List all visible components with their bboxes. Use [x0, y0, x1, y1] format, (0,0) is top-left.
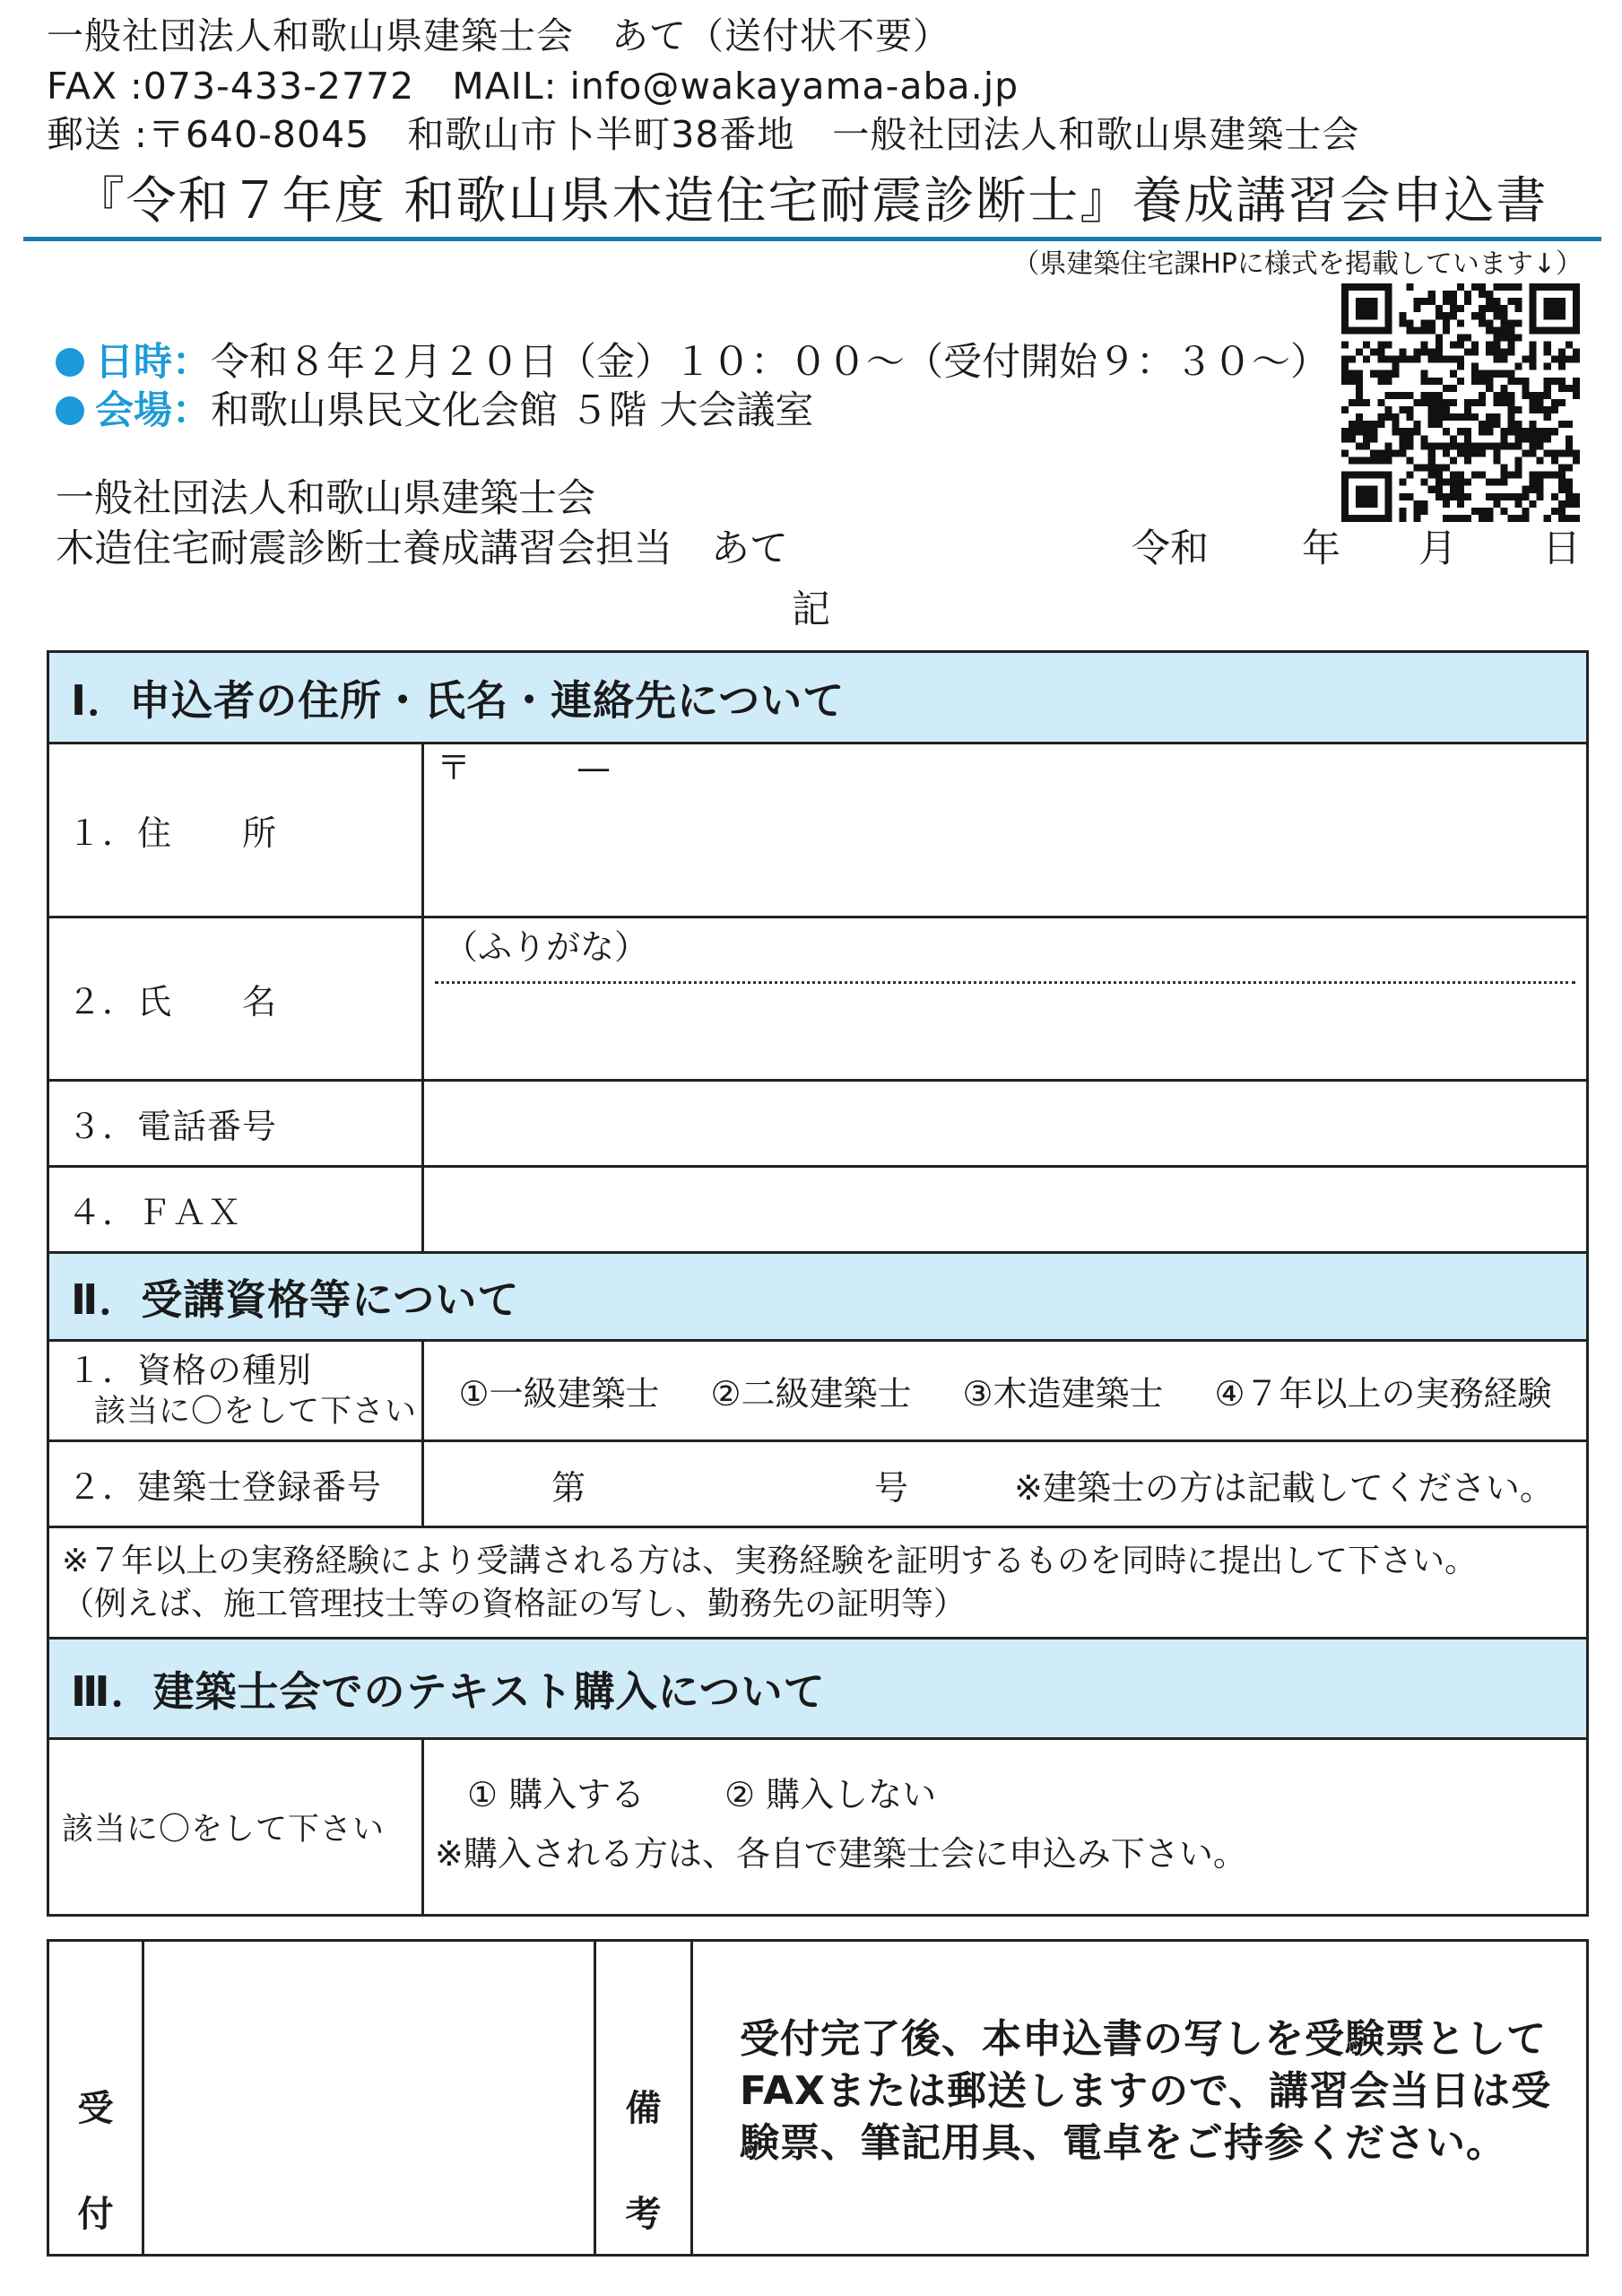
postal-dash: —: [577, 748, 611, 787]
purchase-options: [424, 1740, 1586, 1914]
option-wooden[interactable]: ③木造建築士: [962, 1374, 1164, 1413]
receipt-char-1: 受: [77, 2088, 114, 2129]
event-date: [56, 337, 1329, 387]
fax-field[interactable]: [424, 1168, 1586, 1251]
venue-value: 和歌山県民文化会館 ５階 大会議室: [211, 388, 814, 433]
option-first-class[interactable]: ①一級建築士: [458, 1374, 660, 1413]
phone-row: [49, 1082, 1586, 1168]
address-field[interactable]: [424, 744, 1586, 916]
date-value: 令和８年２月２０日（金）１０：００～（受付開始９：３０～）: [211, 340, 1329, 385]
section-2-header: Ⅱ．受講資格等について: [49, 1254, 1586, 1342]
day-label: 日: [1542, 526, 1581, 571]
receipt-label-cell: [49, 1942, 144, 2254]
bullet-icon: [56, 348, 84, 377]
name-row: [49, 918, 1586, 1082]
receipt-char-2: 付: [77, 2194, 114, 2235]
bullet-icon: [56, 396, 84, 425]
registration-row: [49, 1442, 1586, 1528]
phone-label: ３．電話番号: [49, 1082, 424, 1165]
registration-field[interactable]: [424, 1442, 1586, 1526]
experience-note-line2: （例えば、施工管理技士等の資格証の写し、勤務先の証明等）: [62, 1585, 967, 1622]
venue-label: 会場：: [95, 388, 211, 433]
name-field[interactable]: [424, 918, 1586, 1079]
recipient-line: 一般社団法人和歌山県建築士会 あて（送付状不要）: [47, 14, 950, 57]
registration-label: ２．建築士登録番号: [49, 1442, 424, 1526]
receipt-notice: 受付完了後、本申込書の写しを受験票として FAXまたは郵送しますので、講習会当日は受験票、筆記用具、電卓をご持参ください。: [740, 2016, 1552, 2166]
document-title: 『令和７年度 和歌山県木造住宅耐震診断士』養成講習会申込書: [74, 172, 1548, 230]
text-purchase-row: [49, 1740, 1586, 1914]
date-label: 日時：: [95, 340, 211, 385]
furigana-label: （ふりがな）: [444, 927, 649, 967]
address-row: [49, 744, 1586, 918]
experience-note-line1: ※７年以上の実務経験により受講される方は、実務経験を証明するものを同時に提出して下さい。: [62, 1542, 1478, 1579]
furigana-divider: [435, 981, 1575, 984]
option-purchase[interactable]: ① 購入する: [467, 1775, 646, 1814]
section-1-header: Ⅰ．申込者の住所・氏名・連絡先について: [49, 653, 1586, 744]
experience-note: [49, 1528, 1586, 1639]
title-underline: [23, 237, 1601, 241]
name-label: ２．氏 名: [49, 918, 424, 1079]
option-no-purchase[interactable]: ② 購入しない: [724, 1775, 937, 1814]
office-use-box: [47, 1939, 1589, 2257]
remarks-char-1: 備: [625, 2088, 662, 2129]
receipt-stamp-cell: [144, 1942, 596, 2254]
addressee-dept: 木造住宅耐震診断士養成講習会担当 あて: [56, 526, 788, 571]
fax-label: ４．ＦＡＸ: [49, 1168, 424, 1251]
reg-note: ※建築士の方は記載してください。: [1014, 1468, 1554, 1508]
phone-field[interactable]: [424, 1082, 1586, 1165]
reg-dai-label: 第: [551, 1468, 586, 1508]
ki-label: 記: [792, 587, 830, 632]
contact-line: FAX :073-433-2772 MAIL: info@wakayama-aba.jp: [47, 65, 1019, 108]
qualification-label-sub: 該当に〇をして下さい: [94, 1393, 418, 1430]
qualification-label: [49, 1342, 424, 1439]
remarks-char-2: 考: [625, 2194, 662, 2235]
event-venue: [56, 386, 813, 436]
qr-code-icon: [1341, 283, 1580, 522]
postal-line: 郵送 :〒640-8045 和歌山市卜半町38番地 一般社団法人和歌山県建築士会: [47, 113, 1360, 156]
option-second-class[interactable]: ②二級建築士: [710, 1374, 912, 1413]
option-experience[interactable]: ④７年以上の実務経験: [1214, 1374, 1552, 1413]
application-form: [47, 650, 1589, 1917]
hp-note: （県建築住宅課HPに様式を掲載しています↓）: [1012, 248, 1583, 280]
qualification-options: [424, 1342, 1586, 1439]
era-label: 令和: [1132, 526, 1209, 571]
purchase-note: ※購入される方は、各自で建築士会に申込み下さい。: [435, 1834, 1247, 1874]
remarks-label-cell: [596, 1942, 693, 2254]
section-3-header: Ⅲ．建築士会でのテキスト購入について: [49, 1639, 1586, 1740]
address-label: １．住 所: [49, 744, 424, 916]
fax-row: [49, 1168, 1586, 1254]
addressee-org: 一般社団法人和歌山県建築士会: [56, 476, 595, 521]
purchase-label: 該当に〇をして下さい: [49, 1740, 424, 1914]
qualification-row: [49, 1342, 1586, 1442]
postal-mark: 〒: [437, 748, 472, 787]
year-label: 年: [1302, 526, 1340, 571]
reg-go-label: 号: [874, 1468, 909, 1508]
qualification-label-main: １．資格の種別: [67, 1350, 313, 1390]
month-label: 月: [1418, 526, 1457, 571]
